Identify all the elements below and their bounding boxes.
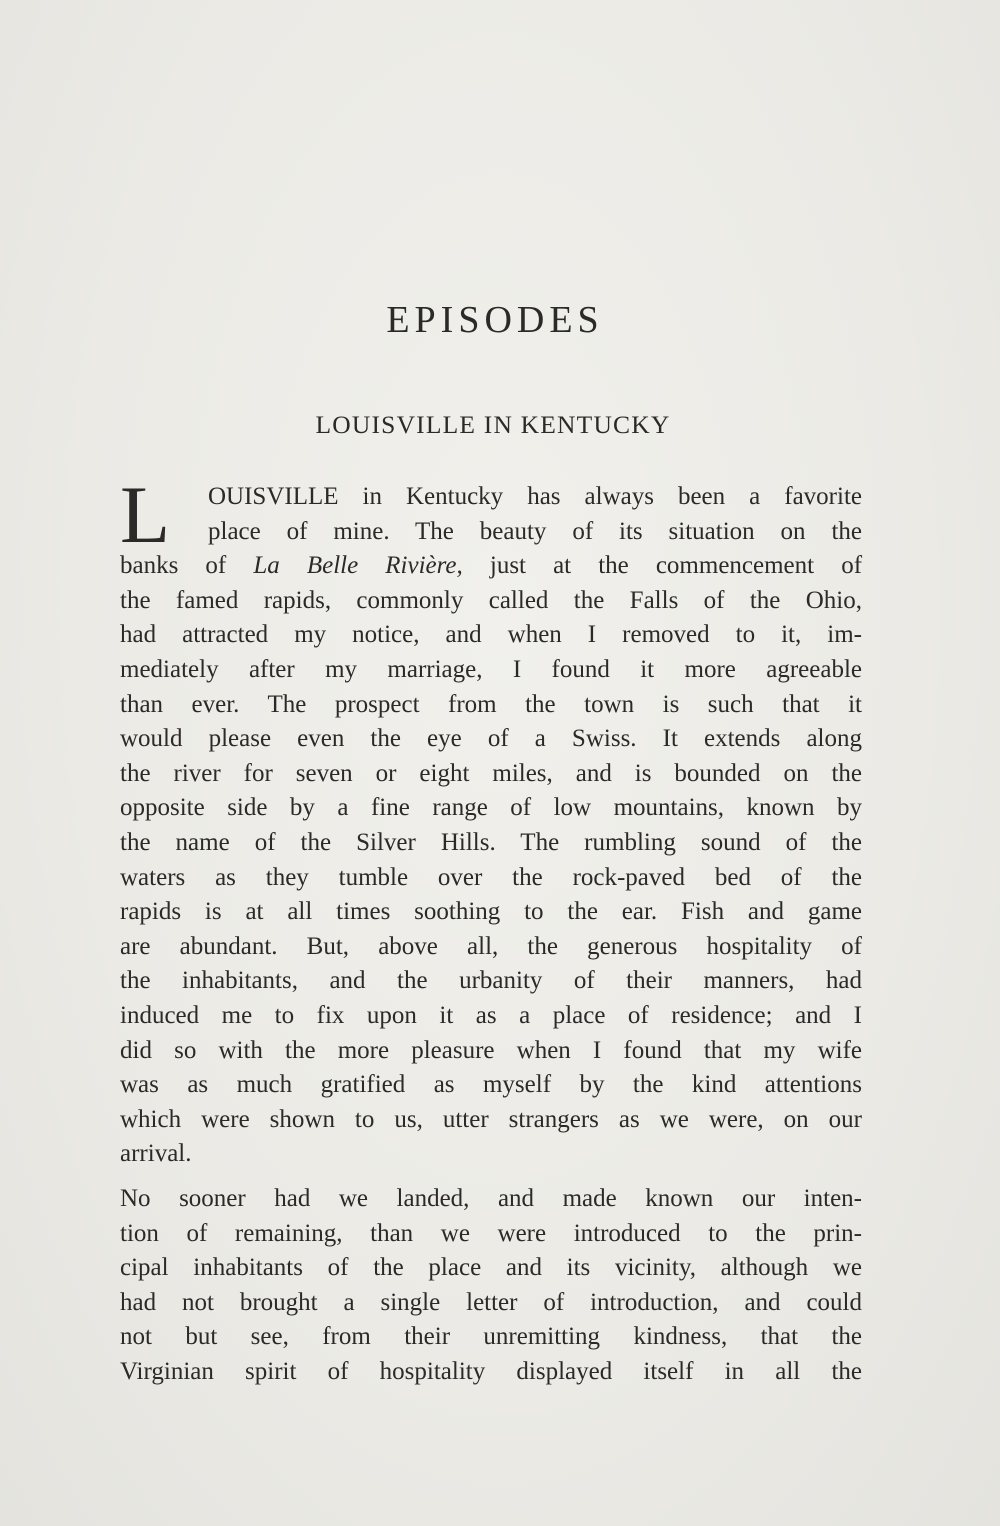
text-line: tion of remaining, than we were introduced to the prin- bbox=[120, 1219, 862, 1247]
text-line: would please even the eye of a Swiss. It extends along bbox=[120, 725, 862, 753]
text-line: arrival. bbox=[120, 1140, 192, 1168]
text-line: which were shown to us, utter strangers as we were, on our bbox=[120, 1105, 862, 1133]
text-line: not but see, from their unremitting kindness, that the bbox=[120, 1323, 862, 1351]
text-line: mediately after my marriage, I found it more agreeable bbox=[120, 655, 862, 683]
text-line: opposite side by a fine range of low mountains, known by bbox=[120, 794, 862, 822]
text-line: had attracted my notice, and when I removed to it, im- bbox=[120, 621, 862, 649]
text-line: the name of the Silver Hills. The rumbling sound of the bbox=[120, 828, 862, 856]
text-line: the famed rapids, commonly called the Falls of the Ohio, bbox=[120, 586, 862, 614]
text-segment: just at the commencement of bbox=[489, 552, 863, 580]
text-segment: banks of bbox=[120, 552, 227, 580]
text-line: are abundant. But, above all, the generous hospitality of bbox=[120, 932, 862, 960]
text-line: the river for seven or eight miles, and is bounded on the bbox=[120, 759, 862, 787]
text-line: than ever. The prospect from the town is such that it bbox=[120, 690, 862, 718]
text-line: place of mine. The beauty of its situation on the bbox=[208, 517, 862, 545]
text-line: waters as they tumble over the rock-paved bed of the bbox=[120, 863, 862, 891]
text-line: did so with the more pleasure when I found that my wife bbox=[120, 1036, 862, 1064]
text-line: rapids is at all times soothing to the ear. Fish and game bbox=[120, 898, 862, 926]
text-line: No sooner had we landed, and made known our inten- bbox=[120, 1185, 862, 1212]
text-line: cipal inhabitants of the place and its vicinity, although we bbox=[120, 1254, 862, 1282]
paragraph-1 bbox=[120, 480, 862, 1172]
drop-cap: L bbox=[120, 469, 171, 560]
text-line bbox=[120, 549, 862, 584]
section-subtitle: LOUISVILLE IN KENTUCKY bbox=[315, 410, 671, 439]
text-line: OUISVILLE in Kentucky has always been a favorite bbox=[208, 483, 862, 510]
text-line: Virginian spirit of hospitality displayed itself in all the bbox=[120, 1357, 862, 1385]
text-line: the inhabitants, and the urbanity of their manners, had bbox=[120, 967, 862, 995]
text-line: had not brought a single letter of introduction, and could bbox=[120, 1288, 862, 1316]
italic-phrase: La Belle Rivière, bbox=[253, 552, 463, 580]
paragraph-2 bbox=[120, 1182, 862, 1390]
text-line: induced me to fix upon it as a place of residence; and I bbox=[120, 1001, 862, 1029]
chapter-title: EPISODES bbox=[386, 299, 604, 341]
text-line: was as much gratified as myself by the kind attentions bbox=[120, 1071, 862, 1099]
